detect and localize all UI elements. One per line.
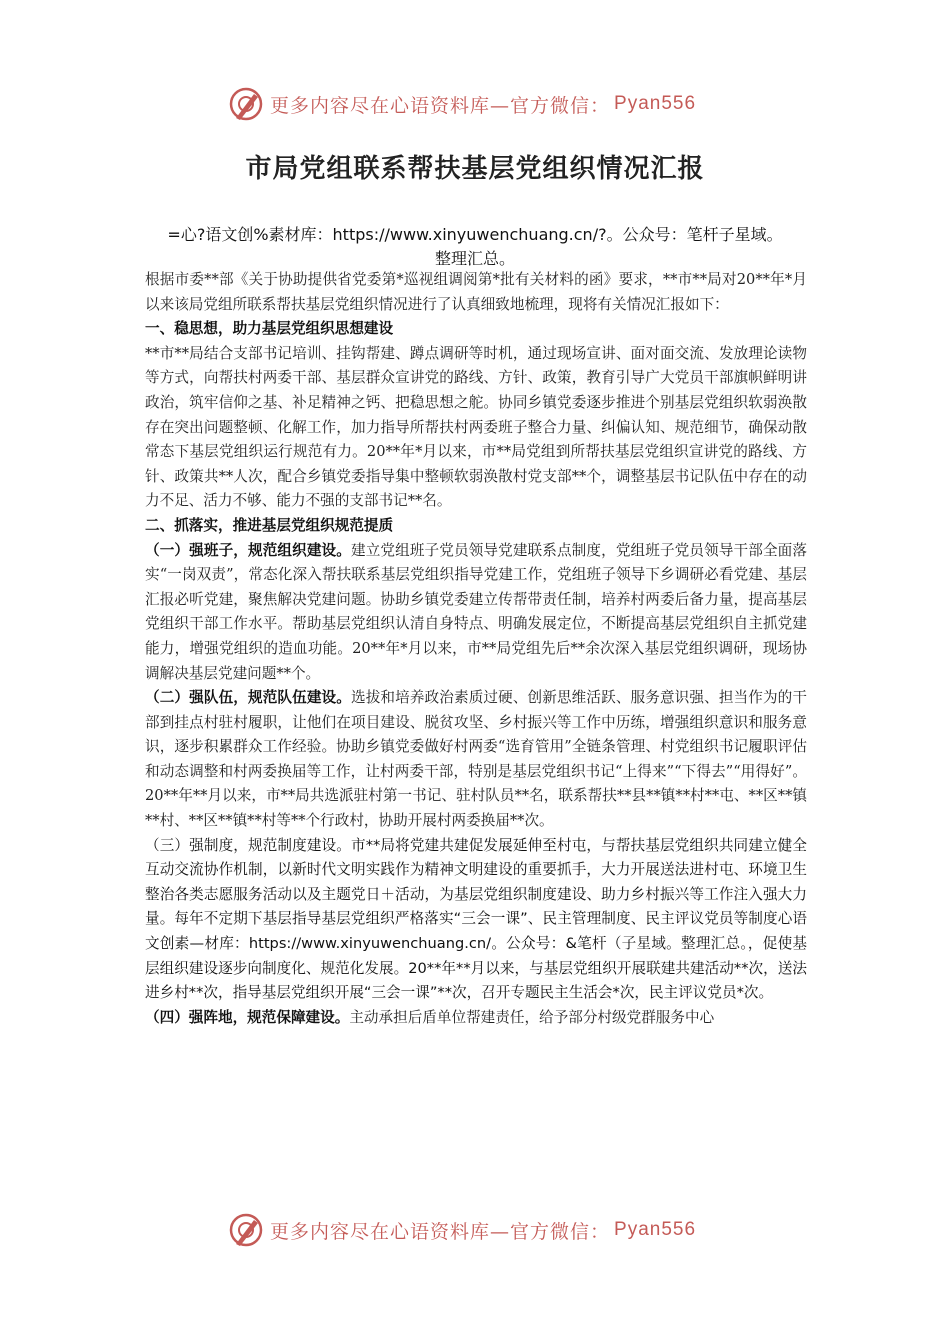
watermark-wechat-id: Pyan556 bbox=[614, 1219, 697, 1240]
intro-paragraph: 根据市委**部《关于协助提供省党委第*巡视组调阅第*批有关材料的函》要求，**市**局对20**年*月以来该局党组所联系帮扶基层党组织情况进行了认真细致地梳理，现将有关情况汇报如下： bbox=[145, 271, 807, 313]
document-title: 市局党组联系帮扶基层党组织情况汇报 bbox=[245, 154, 705, 184]
item-2-paragraph bbox=[145, 686, 807, 834]
source-line-2: 整理汇总。 bbox=[434, 249, 515, 268]
item-1-paragraph bbox=[145, 539, 807, 687]
pen-logo-icon bbox=[228, 1212, 264, 1248]
section-2-heading: 二、抓落实，推进基层党组织规范提质 bbox=[145, 516, 394, 534]
item-4-text: 主动承担后盾单位帮建责任，给予部分村级党群服务中心 bbox=[349, 1008, 715, 1026]
item-1-text: 建立党组班子党员领导党建联系点制度，党组班子党员领导干部全面落实“一岗双责”，常态化深入帮扶联系基层党组织指导党建工作，党组班子领导下乡调研必看党建、基层汇报必听党建，聚焦解决党建问题。协助乡镇党委建立传帮带责任制，培养村两委后备力量，提高基层党组织干部工作水平。帮助基层党组织认清自身特点、明确发展定位，不断提高基层党组织自主抓党建能力，增强党组织的造血功能。20**年*月以来，市**局党组先后**余次深入基层党组织调研，现场协调解决基层党建问题**个。 bbox=[145, 541, 807, 682]
source-line-1: =心?语文创%素材库：https://www.xinyuwenchuang.cn/?。公众号：笔杆子星域。 bbox=[167, 225, 783, 244]
watermark-header bbox=[228, 84, 728, 124]
item-4-paragraph bbox=[145, 1006, 807, 1031]
watermark-text: 更多内容尽在心语资料库—官方微信： bbox=[270, 94, 611, 117]
document-body bbox=[145, 268, 807, 1030]
item-3-paragraph: （三）强制度，规范制度建设。市**局将党建共建促发展延伸至村屯，与帮扶基层党组织共同建立健全互动交流协作机制，以新时代文明实践作为精神文明建设的重要抓手，大力开展送法进村屯、环境卫生整治各类志愿服务活动以及主题党日＋活动，为基层党组织制度建设、助力乡村振兴等工作注入强大力量。每年不定期下基层指导基层党组织严格落实“三会一课”、民主管理制度、民主评议党员等制度心语文创素—材库：https://www.xinyuwenchuang.cn/。公众号：&笔杆（子星域。整理汇总。，促使基层组织建设逐步向制度化、规范化发展。20**年**月以来，与基层党组织开展联建共建活动**次，送法进乡村**次，指导基层党组织开展“三会一课”**次，召开专题民主生活会*次，民主评议党员*次。 bbox=[145, 836, 807, 1002]
item-4-lead: （四）强阵地，规范保障建设。 bbox=[145, 1008, 350, 1026]
watermark-wechat-id: Pyan556 bbox=[614, 93, 697, 114]
item-2-text: 选拔和培养政治素质过硬、创新思维活跃、服务意识强、担当作为的干部到挂点村驻村履职，让他们在项目建设、脱贫攻坚、乡村振兴等工作中历练，增强组织意识和服务意识，逐步积累群众工作经验。协助乡镇党委做好村两委“选育管用”全链条管理、村党组织书记履职评估和动态调整和村两委换届等工作，让村两委干部，特别是基层党组织书记“上得来”“下得去”“用得好”。20**年**月以来，市**局共选派驻村第一书记、驻村队员**名，联系帮扶**县**镇**村**屯、**区**镇**村、**区**镇**村等**个行政村，协助开展村两委换届**次。 bbox=[145, 689, 807, 830]
section-1-heading: 一、稳思想，助力基层党组织思想建设 bbox=[145, 320, 394, 338]
watermark-footer bbox=[228, 1210, 728, 1250]
item-2-lead: （二）强队伍，规范队伍建设。 bbox=[145, 689, 351, 707]
pen-logo-icon bbox=[228, 86, 264, 122]
watermark-text: 更多内容尽在心语资料库—官方微信： bbox=[270, 1220, 611, 1243]
item-1-lead: （一）强班子，规范组织建设。 bbox=[145, 541, 351, 559]
section-1-paragraph: **市**局结合支部书记培训、挂钩帮建、蹲点调研等时机，通过现场宣讲、面对面交流、发放理论读物等方式，向帮扶村两委干部、基层群众宣讲党的路线、方针、政策，教育引导广大党员干部旗帜鲜明讲政治，筑牢信仰之基、补足精神之钙、把稳思想之舵。协同乡镇党委逐步推进个别基层党组织软弱涣散存在突出问题整顿、化解工作，加力指导所帮扶村两委班子整合力量、纠偏认知、规范细节，确保动散常态下基层党组织运行规范有力。20**年*月以来，市**局党组到所帮扶基层党组织宣讲党的路线、方针、政策共**人次，配合乡镇党委指导集中整顿软弱涣散村党支部**个，调整基层书记队伍中存在的动力不足、活力不够、能力不强的支部书记**名。 bbox=[145, 344, 807, 510]
